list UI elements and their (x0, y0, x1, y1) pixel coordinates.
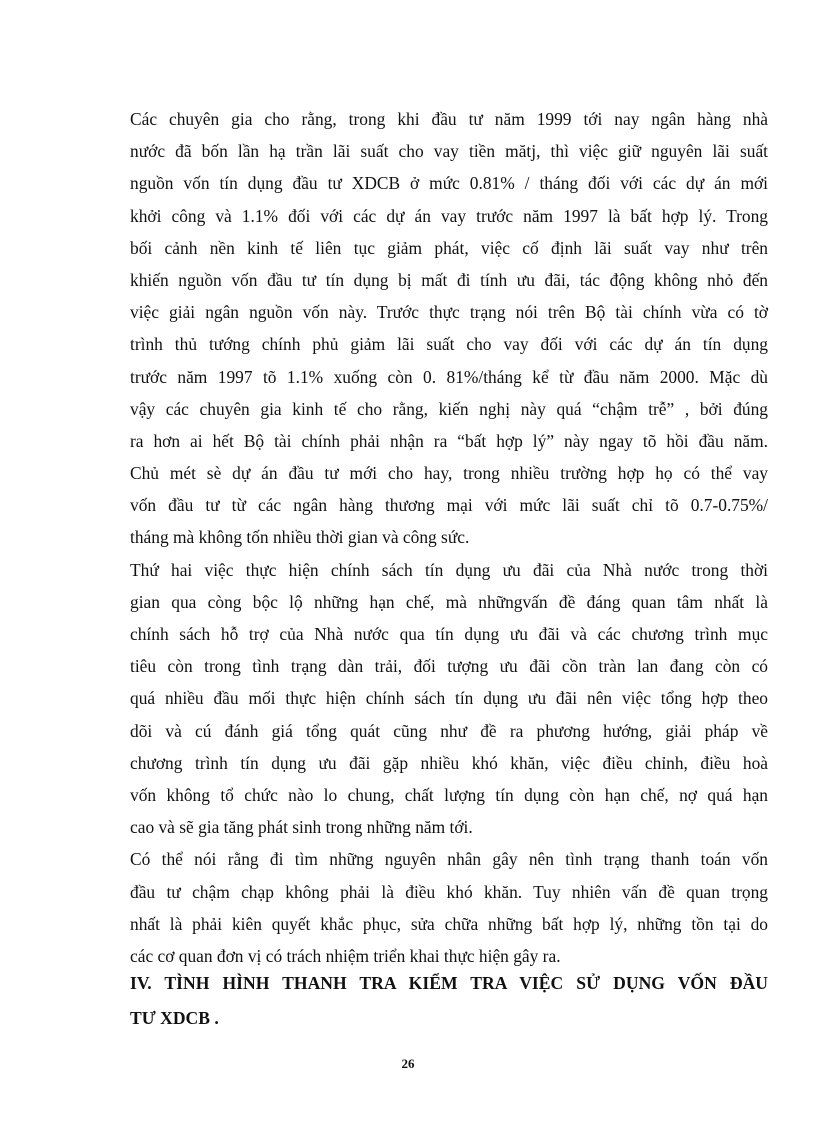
text-line: khởi công và 1.1% đối với các dự án vay trước năm 1997 là bất hợp lý. Trong (130, 205, 768, 226)
section-heading (130, 966, 768, 1036)
text-line: vốn không tổ chức nào lo chung, chất lượng tín dụng còn hạn chế, nợ quá hạn (130, 784, 768, 805)
text-line: quá nhiều đầu mối thực hiện chính sách tín dụng ưu đãi nên việc tổng hợp theo (130, 688, 768, 709)
body-text (130, 103, 768, 972)
text-line: bối cảnh nền kinh tế liên tục giảm phát, việc cố định lãi suất vay như trên (130, 237, 768, 258)
text-line: Thứ hai việc thực hiện chính sách tín dụng ưu đãi của Nhà nước trong thời (130, 559, 768, 580)
text-line: trình thủ tướng chính phủ giảm lãi suất cho vay đối với các dự án tín dụng (130, 334, 768, 355)
text-line: tháng mà không tốn nhiều thời gian và công sức. (130, 527, 470, 548)
text-line: tiêu còn trong tình trạng dàn trải, đối tượng ưu đãi cồn tràn lan đang còn có (130, 656, 768, 677)
text-line: Các chuyên gia cho rằng, trong khi đầu tư năm 1999 tới nay ngân hàng nhà (130, 109, 768, 129)
text-line: đầu tư chậm chạp không phải là điều khó khăn. Tuy nhiên vấn đề quan trọng (130, 881, 768, 902)
text-line: nước đã bốn lần hạ trần lãi suất cho vay tiền mătj, thì việc giữ nguyên lãi suất (130, 141, 768, 162)
text-line: dõi và cú đánh giá tổng quát cũng như đề ra phương hướng, giải pháp về (130, 720, 768, 741)
text-line: Có thể nói rằng đi tìm những nguyên nhân gây nên tình trạng thanh toán vốn (130, 849, 768, 870)
text-line: vậy các chuyên gia kinh tế cho rằng, kiến nghị này quá “chậm trễ” , bởi đúng (130, 398, 768, 419)
text-line: ra hơn ai hết Bộ tài chính phải nhận ra “bất hợp lý” này ngay tõ hồi đầu năm. (130, 430, 768, 451)
text-line: chương trình tín dụng ưu đãi gặp nhiều khó khăn, việc điều chỉnh, điều hoà (130, 752, 768, 773)
text-line: các cơ quan đơn vị có trách nhiệm triển khai thực hiện gây ra. (130, 945, 561, 966)
text-line: việc giải ngân nguồn vốn này. Trước thực trạng nói trên Bộ tài chính vừa có tờ (130, 302, 768, 323)
heading-line: TƯ XDCB . (130, 1008, 219, 1028)
text-line: khiến nguồn vốn đầu tư tín dụng bị mất đi tính ưu đãi, tác động không nhỏ đến (130, 269, 768, 290)
text-line: vốn đầu tư từ các ngân hàng thương mại với mức lãi suất chỉ tõ 0.7-0.75%/ (130, 495, 768, 516)
text-line: chính sách hỗ trợ của Nhà nước qua tín dụng ưu đãi và các chương trình mục (130, 624, 768, 644)
text-line: nguồn vốn tín dụng đầu tư XDCB ở mức 0.81% / tháng đối với các dự án mới (130, 173, 768, 194)
text-line: gian qua còng bộc lộ những hạn chế, mà nhữngvấn đề đáng quan tâm nhất là (130, 591, 768, 612)
text-line: Chủ mét sè dự án đầu tư mới cho hay, trong nhiều trường hợp họ có thể vay (130, 463, 768, 484)
page-number: 26 (401, 1056, 415, 1071)
text-line: trước năm 1997 tõ 1.1% xuống còn 0. 81%/tháng kể từ đầu năm 2000. Mặc dù (130, 366, 768, 387)
text-line: cao và sẽ gia tăng phát sinh trong những năm tới. (130, 817, 473, 838)
heading-line: IV. TÌNH HÌNH THANH TRA KIỂM TRA VIỆC SỬ DỤNG VỐN ĐẦU (130, 973, 768, 993)
text-line: nhất là phải kiên quyết khắc phục, sửa chữa những bất hợp lý, những tồn tại do (130, 913, 768, 934)
